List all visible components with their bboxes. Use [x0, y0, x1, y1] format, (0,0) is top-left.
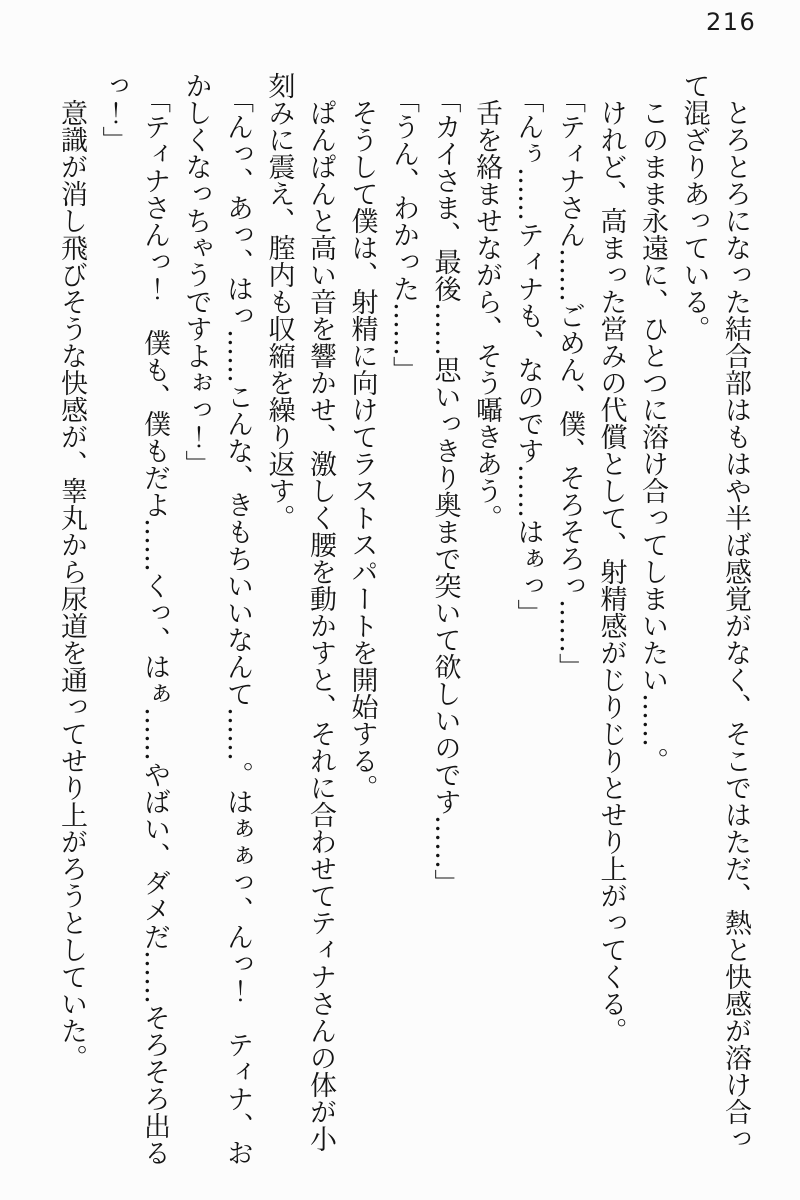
page-number: 216	[706, 8, 757, 36]
paragraph: 「ティナさん……ごめん、僕、そろそろっ……」	[554, 85, 585, 680]
paragraph: 「んぅ……ティナも、なのです……はぁっ」	[512, 85, 544, 626]
page-text	[51, 72, 757, 1167]
paragraph: とろとろになった結合部はもはや半ば感覚がなく、そこではただ、熱と快感が溶け合って混ざりあっている。	[678, 72, 751, 1152]
paragraph: けれど、高まった営みの代償として、射精感がじりじりとせり上がってくる。	[595, 99, 627, 1044]
paragraph: このまま永遠に、ひとつに溶け合ってしまいたい……。	[637, 99, 668, 774]
paragraph: そうして僕は、射精に向けてラストスパートを開始する。	[346, 99, 378, 801]
paragraph: 舌を絡ませながら、そう囁きあう。	[471, 99, 502, 531]
paragraph: 意識が消し飛びそうな快感が、睾丸から尿道を通ってせり上がろうとしていた。	[56, 99, 87, 1071]
paragraph: ぱんぱんと高い音を響かせ、激しく腰を動かすと、それに合わせてティナさんの体が小刻みに震え、腟内も収縮を繰り返す。	[263, 72, 336, 1152]
paragraph: 「んっ、あっ、はっ……こんな、きもちいいなんて……。はぁぁっ、んっ！ ティナ、おかしくなっちゃうですよぉっ！」	[180, 72, 253, 1166]
paragraph: 「カイさま、最後……思いっきり奥まで突いて欲しいのです……」	[429, 85, 461, 896]
paragraph: 「うん、わかった……」	[388, 85, 419, 383]
paragraph: 「ティナさんっ！ 僕も、僕もだよ……くっ、はぁ……やばい、ダメだ……そろそろ出るっ！」	[97, 72, 170, 1166]
